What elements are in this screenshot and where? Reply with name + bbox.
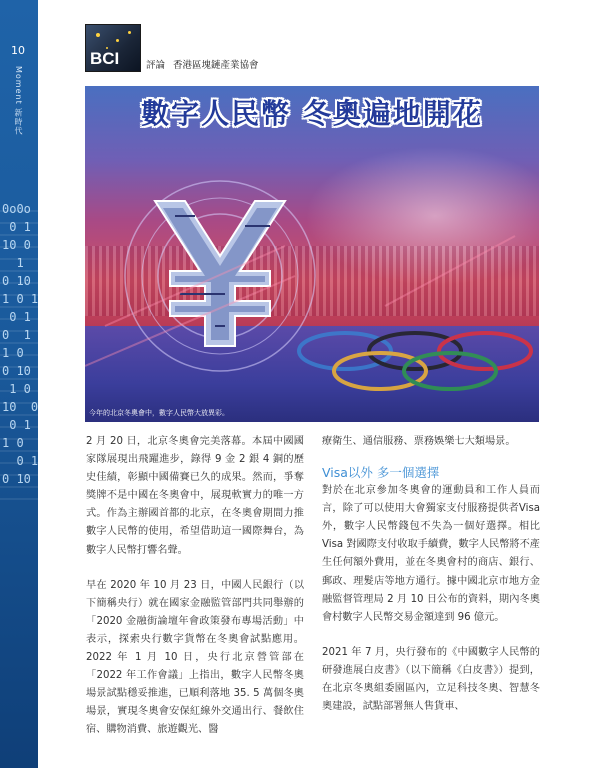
olympic-rings-icon [299, 333, 531, 389]
article-paragraph: 2021 年 7 月，央行發布的《中國數字人民幣的研發進展白皮書》（以下簡稱《白皮書》）提到，在北京冬奧組委園區內，立足科技冬奧、智慧冬奧建設，試點部署無人售貨車、 [322, 646, 540, 713]
hero-illustration [85, 86, 539, 422]
logo-text: BCI [90, 49, 120, 68]
header-organization: 香港區塊鏈產業協會 [173, 60, 259, 71]
article-paragraph: 2 月 20 日，北京冬奧會完美落幕。本屆中國國家隊展現出飛躍進步，錄得 9 金 2 銀 4 銅的歷史佳績，彰顯中國備賽已久的成果。然而，爭奪獎牌不是中國在冬奧會中，展現軟實力的唯一方式。作為主辦國首都的北京，在冬奧會期間力推數字人民幣的使用，希望借助這一國際舞台，為數字人民幣打響名聲。 [86, 436, 304, 556]
article-subheading: Visa以外 多一個選擇 [322, 465, 440, 481]
article-right-column [322, 433, 540, 716]
article-left-column [86, 433, 304, 740]
section-vertical-title: Moment 新時代 [14, 66, 23, 136]
article-paragraph: 早在 2020 年 10 月 23 日，中國人民銀行（以下簡稱央行）就在國家金融監管部門共同舉辦的「2020 金融街論壇年會政策發布專場活動」中表示，探索央行數字貨幣在冬奧會試點應用。2022 年 1 月 10 日，央行北京營管部在「2022 年工作會議」上指出，數字人民幣冬奧場景試點穩妥推進，已順利落地 35. 5 萬個冬奧場景，實現冬奧會安保紅線外交通出行、餐飲住宿、購物消費、旅遊觀光、醫 [86, 579, 304, 736]
bci-logo [85, 24, 141, 72]
header-category: 評論 [146, 60, 166, 71]
hero-caption: 今年的北京冬奧會中，數字人民幣大放異彩。 [89, 409, 229, 417]
yuan-symbol-icon [155, 201, 285, 346]
page-number: 10 [11, 44, 25, 57]
hero-image [85, 86, 539, 422]
article-paragraph-continued: 療衛生、通信服務、票務娛樂七大類場景。 [322, 436, 516, 447]
header-label [146, 57, 259, 71]
article-paragraph: 對於在北京參加冬奧會的運動員和工作人員而言，除了可以使用大會獨家支付服務提供者Visa 外，數字人民幣錢包不失為一個好選擇。相比 Visa 對國際支付收取手續費，數字人民幣將不產生任何額外費用，並在冬奧會村的商店、銀行、郵政、理髮店等地方通行。據中國北京市地方金融監督管理局 2 月 10 日公布的資料，期內冬奧會村數字人民幣交易金額達到 96 億元。 [322, 485, 540, 623]
hero-title: 數字人民幣 冬奧遍地開花 [141, 97, 483, 130]
side-binary-decoration: 0o0o 0 1 10 0 1 0 10 1 0 1 0 1 0 1 1 0 0 10 1 0 10 0 0 1 1 0 0 1 0 10 [0, 200, 38, 500]
